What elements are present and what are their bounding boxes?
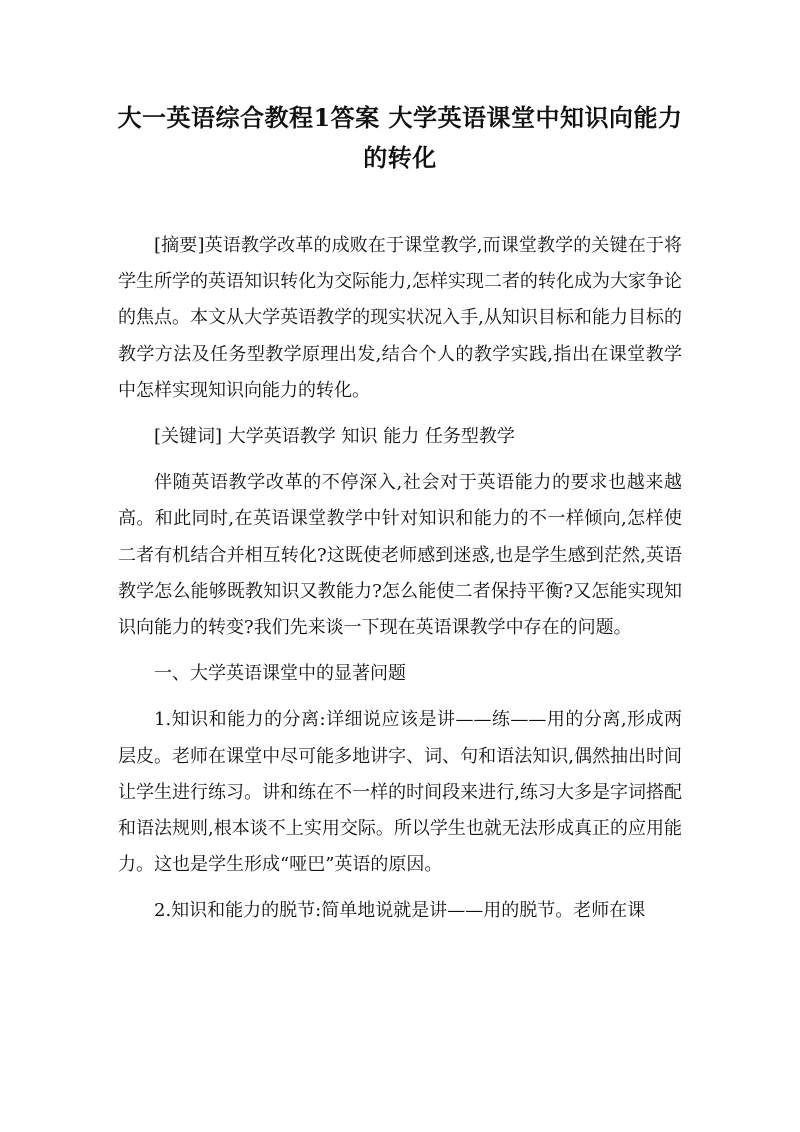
point-2-paragraph: 2.知识和能力的脱节:简单地说就是讲——用的脱节。老师在课 (154, 900, 646, 922)
intro-paragraph: 伴随英语教学改革的不停深入,社会对于英语能力的要求也越来越高。和此同时,在英语课堂教学中针对知识和能力的不一样倾向,怎样使二者有机结合并相互转化?这既使老师感到迷惑,也是学生感到茫然,英语教学怎么能够既教知识又教能力?怎么能使二者保持平衡?又怎能实现知识向能力的转变?我们先来谈一下现在英语课教学中存在的问题。 (118, 472, 682, 639)
point-1-paragraph: 1.知识和能力的分离:详细说应该是讲——练——用的分离,形成两层皮。老师在课堂中尽可能多地讲字、词、句和语法知识,偶然抽出时间让学生进行练习。讲和练在不一样的时间段来进行,练习大多是字词搭配和语法规则,根本谈不上实用交际。所以学生也就无法形成真正的应用能力。这也是学生形成“哑巴”英语的原因。 (118, 709, 682, 876)
section-heading: 一、大学英语课堂中的显著问题 (154, 663, 406, 685)
document-title: 大一英语综合教程1答案 大学英语课堂中知识向能力的转化 (117, 103, 683, 172)
abstract-paragraph: [摘要]英语教学改革的成败在于课堂教学,而课堂教学的关键在于将学生所学的英语知识转化为交际能力,怎样实现二者的转化成为大家争论的焦点。本文从大学英语教学的现实状况入手,从知识目标和能力目标的教学方法及任务型教学原理出发,结合个人的教学实践,指出在课堂教学中怎样实现知识向能力的转化。 (118, 235, 682, 401)
document-body (118, 228, 682, 940)
keywords-paragraph: [关键词] 大学英语教学 知识 能力 任务型教学 (154, 426, 515, 448)
